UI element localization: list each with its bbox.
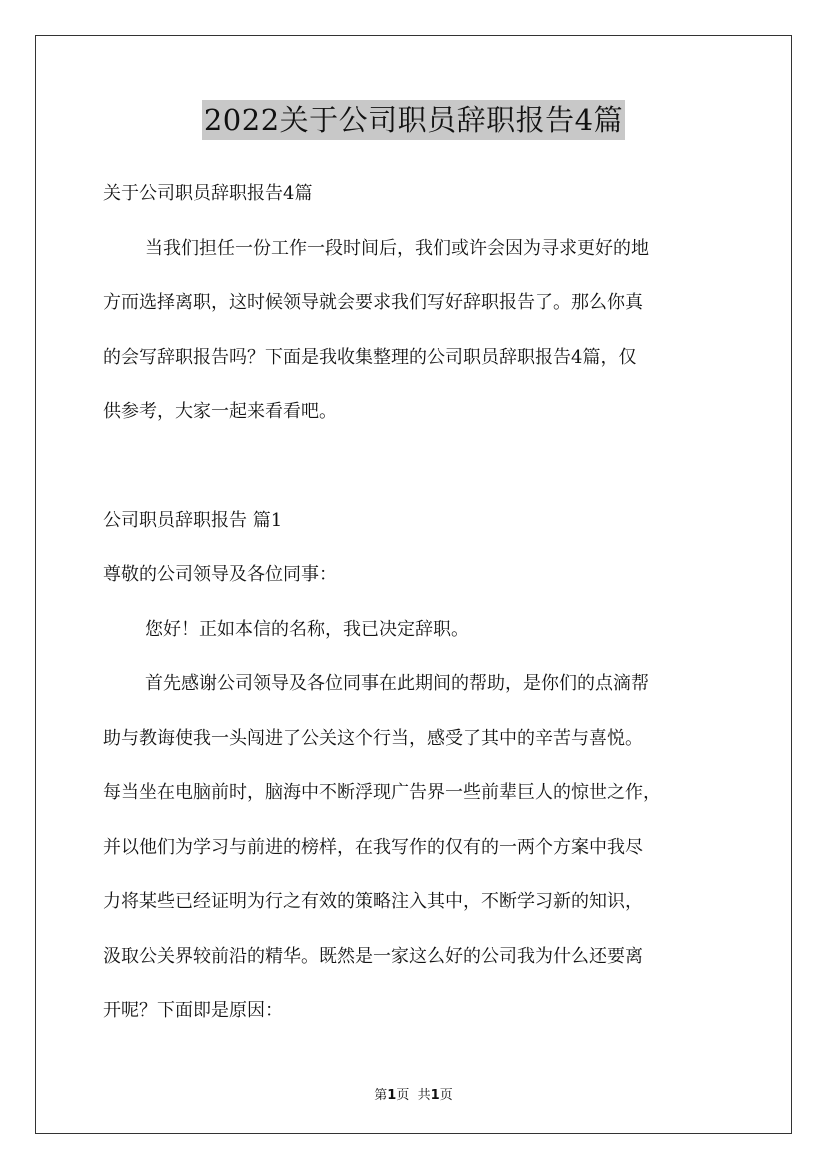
body-line: 并以他们为学习与前进的榜样，在我写作的仅有的一两个方案中我尽 — [103, 836, 643, 858]
footer-prefix: 第 — [374, 1088, 388, 1103]
document-body — [103, 172, 731, 1044]
document-title: 2022关于公司职员辞职报告4篇 — [202, 100, 625, 140]
title-container — [0, 100, 827, 140]
body-line: 力将某些已经证明为行之有效的策略注入其中，不断学习新的知识， — [103, 891, 643, 912]
footer-total-prefix: 共 — [417, 1088, 431, 1103]
body-line: 汲取公关界较前沿的精华。既然是一家这么好的公司我为什么还要离 — [103, 945, 643, 967]
body-line: 首先感谢公司领导及各位同事在此期间的帮助，是你们的点滴帮 — [145, 673, 649, 694]
intro-line: 当我们担任一份工作一段时间后，我们或许会因为寻求更好的地 — [145, 237, 649, 259]
footer-page-number: 1 — [387, 1088, 397, 1103]
footer-total-suffix: 页 — [439, 1088, 453, 1103]
intro-line: 供参考，大家一起来看看吧。 — [103, 401, 337, 422]
salutation: 尊敬的公司领导及各位同事： — [103, 564, 337, 585]
body-line: 开呢？下面即是原因： — [103, 1000, 283, 1021]
intro-line: 的会写辞职报告吗？下面是我收集整理的公司职员辞职报告4篇，仅 — [103, 346, 637, 368]
section-heading: 公司职员辞职报告 篇1 — [103, 509, 283, 531]
subtitle: 关于公司职员辞职报告4篇 — [103, 183, 313, 204]
footer-page-suffix: 页 — [396, 1088, 410, 1103]
greeting: 您好！正如本信的名称，我已决定辞职。 — [145, 618, 469, 640]
footer-total-pages: 1 — [430, 1088, 440, 1103]
body-line: 每当坐在电脑前时，脑海中不断浮现广告界一些前辈巨人的惊世之作， — [103, 782, 661, 803]
body-line: 助与教诲使我一头闯进了公关这个行当，感受了其中的辛苦与喜悦。 — [103, 727, 643, 749]
paragraph-gap — [103, 445, 731, 499]
page-footer — [0, 1084, 827, 1103]
intro-line: 方而选择离职，这时候领导就会要求我们写好辞职报告了。那么你真 — [103, 292, 643, 313]
